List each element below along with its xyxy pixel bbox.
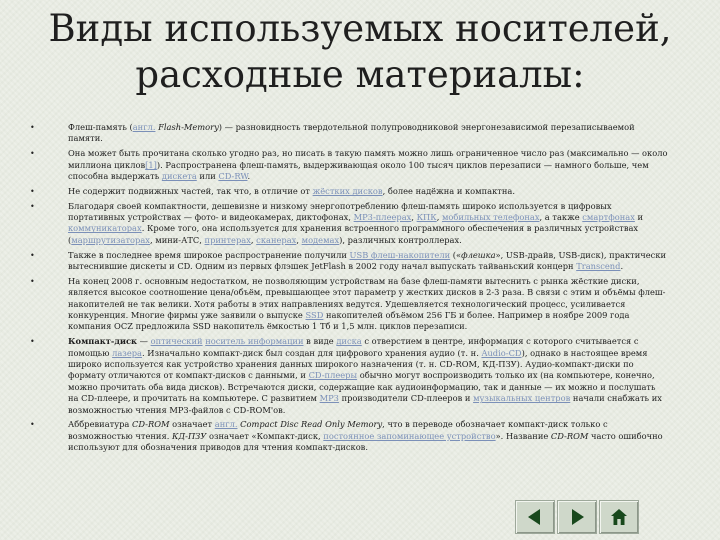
item-text: . Кроме того, она используется для хранения встроенного программного обеспечения в различных устройствах ( xyxy=(68,223,639,245)
hyperlink[interactable]: постоянное запоминающее устройство xyxy=(323,430,496,441)
bullet-marker: • xyxy=(30,276,35,286)
item-text: и xyxy=(634,212,644,223)
hyperlink[interactable]: музыкальных центров xyxy=(473,393,571,404)
item-text: ). Распространена флеш-память, выдерживающая около 100 тысяч циклов перезаписи — намного больше, чем способна выдержать xyxy=(68,159,649,182)
hyperlink[interactable]: USB флеш-накопители xyxy=(349,249,451,260)
next-slide-button[interactable] xyxy=(557,500,597,534)
item-text: », USB-драйв, USB-диск), практически вытеснившие дискеты и CD. Одним из первых флэшек JetFlash в 2002 году начал выпускать тайваньский концерн xyxy=(68,249,667,272)
list-item xyxy=(28,122,668,145)
item-text: ». Название xyxy=(495,430,551,441)
item-text: Также в последнее время широкое распространение получили xyxy=(68,249,350,260)
item-text: . xyxy=(620,261,624,272)
hyperlink[interactable]: [1] xyxy=(145,159,157,170)
hyperlink[interactable]: англ. xyxy=(214,419,238,430)
hyperlink[interactable]: CD-RW xyxy=(218,171,248,182)
bullet-marker: • xyxy=(30,186,35,196)
prev-slide-button[interactable] xyxy=(515,500,555,534)
hyperlink[interactable]: Audio-CD xyxy=(481,347,522,358)
list-item xyxy=(28,186,668,197)
item-text: , мини-АТС, xyxy=(149,234,205,245)
hyperlink[interactable]: сканерах xyxy=(256,234,297,245)
item-text: , xyxy=(411,212,417,223)
item-text: Не содержит подвижных частей, так что, в отличие от xyxy=(68,185,313,196)
item-text: Аббревиатура xyxy=(68,419,133,430)
title-line-2: расходные материалы: xyxy=(135,53,585,96)
prev-icon xyxy=(525,507,545,527)
item-text: Компакт-диск xyxy=(68,336,138,347)
item-text: в виде xyxy=(303,336,337,347)
item-text: часто ошибочно используют для обозначения приводов для чтения компакт-дисков. xyxy=(68,430,663,453)
bullet-marker: • xyxy=(30,250,35,260)
bullet-marker: • xyxy=(30,149,35,159)
hyperlink[interactable]: коммуникаторах xyxy=(68,223,142,234)
item-text: , а также xyxy=(539,212,583,223)
item-text: или xyxy=(196,171,219,182)
title-line-1: Виды используемых носителей, xyxy=(48,7,672,50)
hyperlink[interactable]: принтерах xyxy=(204,234,251,245)
bullet-marker: • xyxy=(30,337,35,347)
item-text: флешка xyxy=(461,249,496,260)
bullet-marker: • xyxy=(30,123,35,132)
item-text: начали снабжать их возможностью чтения MP3-файлов с CD-ROM'ов. xyxy=(68,393,662,415)
item-text: означает «Компакт-диск, xyxy=(206,430,324,441)
hyperlink[interactable]: CD-плееры xyxy=(308,370,358,381)
hyperlink[interactable]: носитель информации xyxy=(205,336,304,347)
list-item xyxy=(28,201,668,247)
slide-title xyxy=(40,6,680,98)
item-text: , xyxy=(296,234,302,245)
item-text: ), однако в настоящее время широко используется как устройство хранения данных широкого назначения (т. н. CD-ROM, КД-ПЗУ). Аудио-компакт-диски по формату отличаются от компакт-дисков с данными, и xyxy=(68,347,648,381)
hyperlink[interactable]: смартфонах xyxy=(582,212,635,223)
hyperlink[interactable]: дискета xyxy=(161,171,197,182)
item-text: Compact Disc Read Only Memory xyxy=(240,419,383,430)
home-icon xyxy=(609,507,629,527)
hyperlink[interactable]: мобильных телефонах xyxy=(441,212,540,223)
hyperlink[interactable]: SSD xyxy=(305,310,324,321)
home-button[interactable] xyxy=(599,500,639,534)
item-text: , более надёжна и компактна. xyxy=(382,185,515,196)
bullet-marker: • xyxy=(30,201,35,211)
item-text: . Изначально компакт-диск был создан для цифрового хранения аудио (т. н. xyxy=(142,347,482,358)
hyperlink[interactable]: КПК xyxy=(416,212,437,223)
list-item xyxy=(28,276,668,333)
item-text: На конец 2008 г. основным недостатком, не позволяющим устройствам на базе флеш-памяти вытеснить с рынка жёсткие диски, является высокое соотношение цена/объём, превышающее этот параметр у жестких дисков в 2-3 раза. В связи с этим и объёмы флеш-накопителей не так велики. Хотя работы в этих направлениях ведутся. Удешевляется технологический процесс, усиливается конкуренция. Многие фирмы уже заявили о выпуске xyxy=(68,275,666,321)
item-text: Flash-Memory xyxy=(158,122,219,132)
hyperlink[interactable]: MP3-плеерах xyxy=(353,212,412,223)
item-text: КД-ПЗУ xyxy=(171,430,207,441)
item-text: ) — разновидность твердотельной полупроводниковой энергонезависимой перезаписываемой памяти. xyxy=(68,122,635,144)
item-text: CD-ROM xyxy=(132,419,170,430)
item-text: . xyxy=(247,171,251,182)
hyperlink[interactable]: модемах xyxy=(301,234,340,245)
slide-navigation xyxy=(515,500,639,534)
hyperlink[interactable]: лазера xyxy=(112,347,142,358)
hyperlink[interactable]: маршрутизаторах xyxy=(71,234,150,245)
item-text: , xyxy=(436,212,442,223)
item-text: — xyxy=(137,336,151,347)
item-text: , что в переводе обозначает компакт-диск только с возможностью чтения. xyxy=(68,419,608,441)
next-icon xyxy=(567,507,587,527)
item-text: Она может быть прочитана сколько угодно раз, но писать в такую память можно лишь ограниченное число раз (максимально — около миллиона циклов xyxy=(68,148,668,170)
item-text: обычно могут воспроизводить только их (на компьютере, конечно, можно прочитать оба вида дисков). Встречаются диски, содержащие как аудиоинформацию, так и данные — их можно и послушать на CD-плеере, и прочитать на компьютере. С развитием xyxy=(68,370,656,404)
hyperlink[interactable]: жёстких дисков xyxy=(312,185,383,196)
list-item xyxy=(28,250,668,273)
item-text: ), различных контроллерах. xyxy=(339,234,462,245)
item-text: производители CD-плееров и xyxy=(338,393,474,404)
item-text: CD-ROM xyxy=(550,430,589,441)
item-text: , xyxy=(250,234,257,245)
item-text: означает xyxy=(169,419,215,430)
hyperlink[interactable]: англ. xyxy=(132,122,156,132)
list-item xyxy=(28,336,668,416)
item-text: Флеш-память ( xyxy=(68,122,133,132)
hyperlink[interactable]: оптический xyxy=(150,336,203,347)
list-item xyxy=(28,419,668,453)
hyperlink[interactable]: Transcend xyxy=(576,261,621,272)
hyperlink[interactable]: диска xyxy=(336,336,362,347)
item-text: накопителей объёмом 256 ГБ и более. Например в ноябре 2009 года компания OCZ предложила SSD накопитель ёмкостью 1 Тб и 1,5 млн. циклов перезаписи. xyxy=(68,310,630,332)
item-text: Благодаря своей компактности, дешевизне и низкому энергопотреблению флеш-память широко используется в цифровых портативных устройствах — фото- и видеокамерах, диктофонах, xyxy=(68,200,612,223)
hyperlink[interactable]: MP3 xyxy=(319,393,339,404)
item-text: (« xyxy=(450,249,462,260)
bullet-list xyxy=(28,122,668,457)
list-item xyxy=(28,148,668,182)
bullet-marker: • xyxy=(30,420,35,430)
item-text: с отверстием в центре, информация с которого считывается с помощью xyxy=(68,336,639,358)
